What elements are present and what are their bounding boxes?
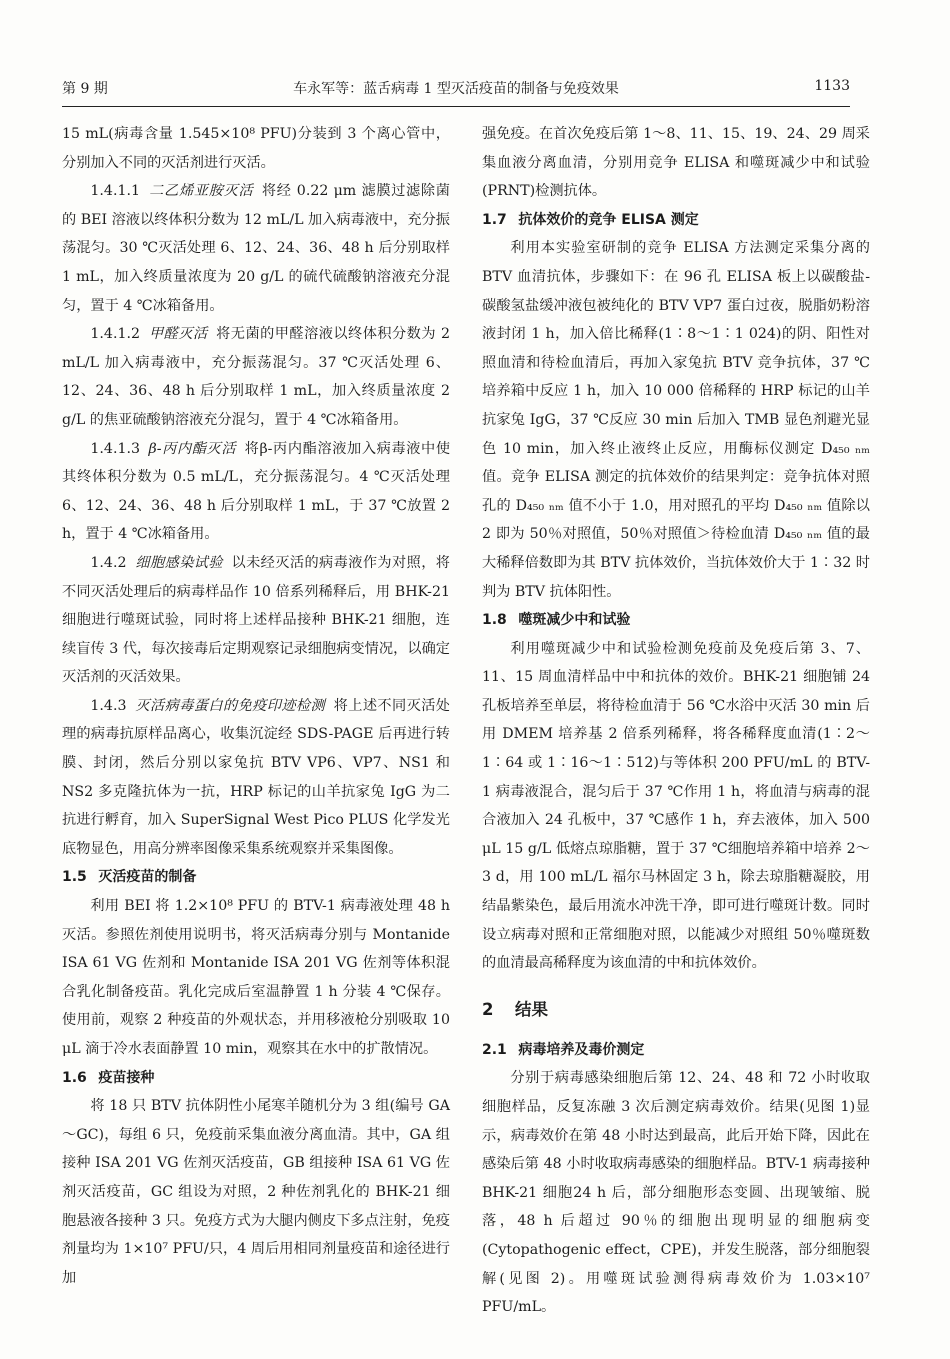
section-text: 将经 0.22 μm 滤膜过滤除菌的 BEI 溶液以终体积分数为 12 mL/L 加入病毒液中，充分振荡混匀。30 ℃灭活处理 6、12、24、36、48 h 后分别取样 1 mL，加入终质量浓度为 20 g/L 的硫代硫酸钠溶液充分混匀，置于 4 ℃冰箱备用。 [62,183,450,314]
header-rule [62,106,850,107]
heading-number: 2 [482,999,494,1019]
heading-number: 1.7 [482,211,507,228]
section-number: 1.4.1.1 [90,183,141,200]
paragraph-1-5: 利用 BEI 将 1.2×10⁸ PFU 的 BTV-1 病毒液处理 48 h 灭活。参照佐剂使用说明书，将灭活病毒分别与 Montanide ISA 61 VG 佐剂和 Montanide ISA 201 VG 佐剂等体积混合乳化制备疫苗。乳化完成后室温静置 1 h 分装 4 ℃保存。使用前，观察 2 种疫苗的外观状态，并用移液枪分别吸取 10 μL 滴于冷水表面静置 10 min，观察其在水中的扩散情况。 [62,898,450,1057]
paragraph-2-1: 分别于病毒感染细胞后第 12、24、48 和 72 小时收取细胞样品，反复冻融 3 次后测定病毒效价。结果(见图 1)显示，病毒效价在第 48 小时达到最高，此后开始下降，因此在感染后第 48 小时收取病毒感染的细胞样品。BTV-1 病毒接种 BHK-21 细胞24 h 后，部分细胞形态变圆、出现皱缩、脱落，48 h 后超过 90％的细胞出现明显的细胞病变(Cytopathogenic effect，CPE)，并发生脱落，部分细胞裂解(见图 2)。用噬斑试验测得病毒效价为 1.03×10⁷ PFU/mL。 [482,1070,870,1316]
heading-1-8 [482,606,870,635]
section-text: 将β-丙内酯溶液加入病毒液中使其终体积分数为 0.5 mL/L，充分振荡混匀。4 ℃灭活处理 6、12、24、36、48 h 后分别取样 1 mL，于 37 ℃放置 2 h，置于 4 ℃冰箱备用。 [62,440,451,543]
heading-1-7 [482,206,870,235]
left-column [62,120,450,1292]
paragraph-1-8: 利用噬斑减少中和试验检测免疫前及免疫后第 3、7、11、15 周血清样品中中和抗体的效价。BHK-21 细胞铺 24 孔板培养至单层，将待检血清于 56 ℃水浴中灭活 30 min 后用 DMEM 培养基 2 倍系列稀释，将各稀释度血清(1∶2～1∶64 或 1∶16～1∶512)与等体积 200 PFU/mL 的 BTV-1 病毒液混合，混匀后于 37 ℃作用 1 h，将血清与病毒的混合液加入 24 孔板中，37 ℃感作 1 h，弃去液体，加入 500 μL 15 g/L 低熔点琼脂糖，置于 37 ℃细胞培养箱中培养 2～3 d，用 100 mL/L 福尔马林固定 3 h，除去琼脂糖凝胶，用结晶紫染色，最后用流水冲洗干净，即可进行噬斑计数。同时设立病毒对照和正常细胞对照，以能减少对照组 50％噬斑数的血清最高稀释度为该血清的中和抗体效价。 [482,640,870,972]
heading-1-6 [62,1064,450,1093]
heading-number: 1.8 [482,612,507,629]
paragraph-continued: 强免疫。在首次免疫后第 1～8、11、15、19、24、29 周采集血液分离血清，分别用竞争 ELISA 和噬斑减少中和试验(PRNT)检测抗体。 [482,126,870,200]
section-title: β-丙内酯灭活 [148,440,237,457]
heading-title: 结果 [515,999,548,1019]
section-1-4-3 [62,692,450,864]
section-1-4-1-2 [62,320,450,434]
section-1-4-1-1 [62,177,450,320]
section-number: 1.4.3 [90,697,127,714]
heading-2 [482,996,870,1024]
heading-title: 抗体效价的竞争 ELISA 测定 [518,211,699,228]
heading-title: 噬斑减少中和试验 [518,612,631,629]
section-title: 灭活病毒蛋白的免疫印迹检测 [135,697,326,714]
heading-number: 2.1 [482,1041,507,1058]
running-header [62,78,850,100]
page-number: 1133 [814,78,850,94]
section-text: 将上述不同灭活处理的病毒抗原样品离心，收集沉淀经 SDS-PAGE 后再进行转膜、封闭，然后分别以家兔抗 BTV VP6、VP7、NS1 和 NS2 多克隆抗体为一抗，HRP 标记的山羊抗家兔 IgG 为二抗进行孵育，加入 SuperSignal West Pico PLUS 化学发光底物显色，用高分辨率图像采集系统观察并采集图像。 [62,697,450,857]
section-text: 将无菌的甲醛溶液以终体积分数为 2 mL/L 加入病毒液中，充分振荡混匀。37 ℃灭活处理 6、12、24、36、48 h 后分别取样 1 mL，加入终质量浓度 2 g/L 的焦亚硫酸钠溶液充分混匀，置于 4 ℃冰箱备用。 [62,326,450,428]
heading-title: 灭活疫苗的制备 [98,869,197,886]
section-number: 1.4.1.3 [90,440,141,457]
section-title: 细胞感染试验 [135,554,223,571]
heading-number: 1.5 [62,869,87,886]
paragraph-continued: 15 mL(病毒含量 1.545×10⁸ PFU)分装到 3 个离心管中，分别加入不同的灭活剂进行灭活。 [62,126,450,171]
section-text: 以未经灭活的病毒液作为对照，将不同灭活处理后的病毒样品作 10 倍系列稀释后，用 BHK-21 细胞进行噬斑试验，同时将上述样品接种 BHK-21 细胞，连续盲传 3 代，每次接毒后定期观察记录细胞病变情况，以确定灭活剂的灭活效果。 [62,554,450,686]
running-title: 车永军等：蓝舌病毒 1 型灭活疫苗的制备与免疫效果 [293,81,619,97]
paragraph-1-6: 将 18 只 BTV 抗体阴性小尾寒羊随机分为 3 组(编号 GA～GC)，每组 6 只，免疫前采集血液分离血清。其中，GA 组接种 ISA 201 VG 佐剂灭活疫苗，GB 组接种 ISA 61 VG 佐剂灭活疫苗，GC 组设为对照，2 种佐剂乳化的 BHK-21 细胞悬液各接种 3 只。免疫方式为大腿内侧皮下多点注射，免疫剂量均为 1×10⁷ PFU/只，4 周后用相同剂量疫苗和途径进行加 [62,1098,450,1286]
heading-2-1 [482,1036,870,1065]
section-1-4-1-3 [62,435,450,549]
section-title: 甲醛灭活 [148,326,208,343]
heading-title: 疫苗接种 [98,1069,155,1086]
section-number: 1.4.1.2 [90,326,141,343]
section-title: 二乙烯亚胺灭活 [148,183,254,200]
section-number: 1.4.2 [90,554,127,571]
heading-number: 1.6 [62,1069,87,1086]
heading-1-5 [62,863,450,892]
section-1-4-2 [62,549,450,692]
heading-title: 病毒培养及毒价测定 [518,1041,645,1058]
paragraph-1-7: 利用本实验室研制的竞争 ELISA 方法测定采集分离的 BTV 血清抗体，步骤如下：在 96 孔 ELISA 板上以碳酸盐-碳酸氢盐缓冲液包被纯化的 BTV VP7 蛋白过夜，脱脂奶粉溶液封闭 1 h，加入倍比稀释(1∶8～1∶1 024)的阴、阳性对照血清和待检血清后，再加入家兔抗 BTV 竞争抗体，37 ℃培养箱中反应 1 h，加入 10 000 倍稀释的 HRP 标记的山羊抗家兔 IgG，37 ℃反应 30 min 后加入 TMB 显色剂避光显色 10 min，加入终止液终止反应，用酶标仪测定 D₄₅₀ ₙₘ 值。竞争 ELISA 测定的抗体效价的结果判定：竞争抗体对照孔的 D₄₅₀ ₙₘ 值不小于 1.0，用对照孔的平均 D₄₅₀ ₙₘ 值除以 2 即为 50％对照值，50％对照值＞待检血清 D₄₅₀ ₙₘ 值的最大稀释倍数即为其 BTV 抗体效价，当抗体效价大于 1∶32 时判为 BTV 抗体阳性。 [482,240,870,600]
right-column [482,120,870,1322]
issue-number: 第 9 期 [62,81,108,97]
